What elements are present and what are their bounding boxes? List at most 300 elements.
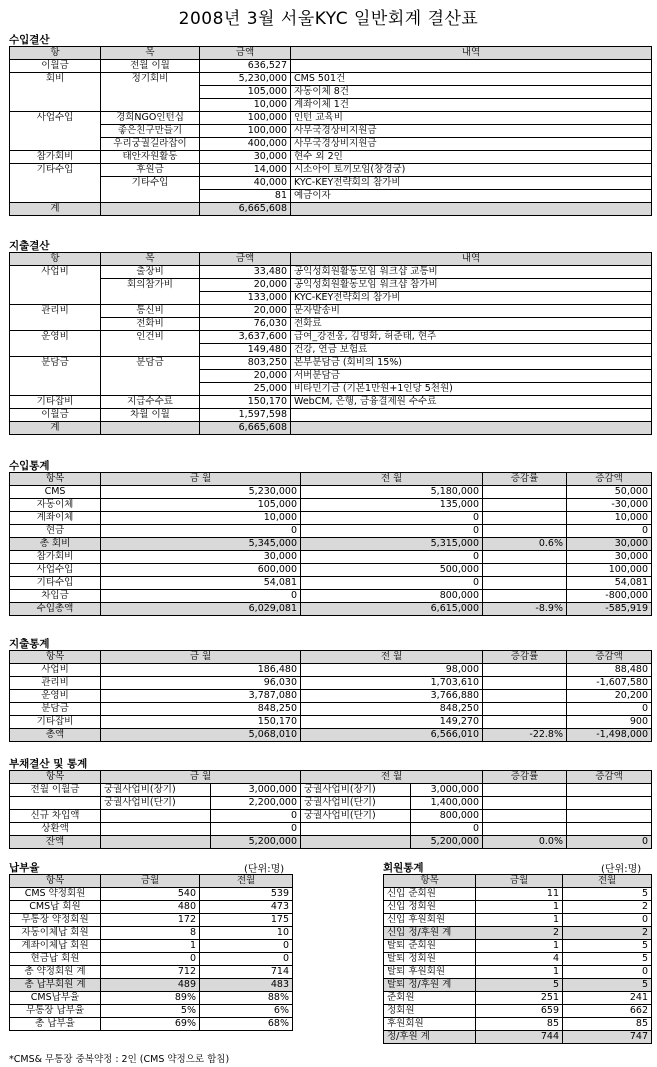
previous-cell: 85	[563, 1018, 652, 1031]
table-row	[10, 577, 652, 590]
table-row	[10, 810, 652, 823]
item-cell: 기타수입	[10, 577, 101, 590]
previous-cell: 539	[200, 888, 293, 901]
item-cell: 신입 정회원	[384, 901, 476, 914]
table-row	[10, 538, 652, 551]
value-cell: 98,000	[301, 664, 483, 677]
value-cell: 149,270	[301, 716, 483, 729]
column-header: 증감액	[567, 651, 652, 664]
table-row	[10, 729, 652, 742]
column-header: 증감액	[567, 771, 652, 784]
table-row	[384, 966, 652, 979]
current-cell: 85	[476, 1018, 563, 1031]
current-cell: 0	[101, 953, 200, 966]
item-cell: 차입금	[10, 590, 101, 603]
table-row	[10, 151, 652, 164]
item-cell: 경희NGO인턴십	[101, 112, 200, 125]
prev-name-cell	[301, 823, 411, 836]
detail-cell: 공익성회원활동모임 워크샵 교통비	[291, 266, 652, 279]
current-cell: 11	[476, 888, 563, 901]
table-row	[384, 979, 652, 992]
value-cell: 6,615,000	[301, 603, 483, 616]
item-cell: 후원회원	[384, 1018, 476, 1031]
debt-section-title: 부채결산 및 통계	[9, 758, 88, 770]
table-row	[10, 703, 652, 716]
previous-cell: 5	[563, 940, 652, 953]
detail-cell: 사무국경상비지원금	[291, 125, 652, 138]
previous-cell: 10	[200, 927, 293, 940]
current-cell: 172	[101, 914, 200, 927]
value-cell: 186,480	[101, 664, 301, 677]
column-header: 증감률	[483, 473, 567, 486]
item-cell	[101, 86, 200, 99]
previous-cell: 68%	[200, 1018, 293, 1031]
income-stats-section-title: 수입통계	[9, 460, 50, 472]
current-name-cell	[101, 836, 211, 849]
previous-cell: 2	[563, 927, 652, 940]
current-cell: 744	[476, 1031, 563, 1044]
column-header: 금액	[200, 253, 291, 266]
item-cell: 통신비	[101, 305, 200, 318]
column-header: 내역	[291, 253, 652, 266]
detail-cell: 문자발송비	[291, 305, 652, 318]
current-cell: 1	[476, 966, 563, 979]
item-cell: CMS 약정회원	[10, 888, 101, 901]
table-row	[384, 914, 652, 927]
value-cell: 20,200	[567, 690, 652, 703]
table-row	[10, 370, 652, 383]
total-row	[10, 203, 652, 216]
amount-cell: 803,250	[200, 357, 291, 370]
amount-cell: 149,480	[200, 344, 291, 357]
amount-cell: 30,000	[200, 151, 291, 164]
item-cell: 전월 이월금	[10, 784, 101, 797]
table-row	[10, 499, 652, 512]
item-cell: 신입 준회원	[384, 888, 476, 901]
amount-cell: 105,000	[200, 86, 291, 99]
value-cell: 54,081	[101, 577, 301, 590]
item-cell: 탈퇴 준회원	[384, 940, 476, 953]
table-row	[10, 112, 652, 125]
previous-cell: 175	[200, 914, 293, 927]
column-header: 항	[10, 253, 101, 266]
table-header-row	[10, 875, 293, 888]
expense-stats-table	[9, 650, 652, 742]
diff-cell	[567, 823, 652, 836]
value-cell: 6,029,081	[101, 603, 301, 616]
table-row	[384, 1005, 652, 1018]
value-cell: 0	[301, 525, 483, 538]
item-cell: 정기회비	[101, 73, 200, 86]
table-row	[10, 953, 293, 966]
rate-cell	[483, 784, 567, 797]
column-header: 전월	[563, 875, 652, 888]
detail-cell: 서버분담금	[291, 370, 652, 383]
detail-cell: 예금이자	[291, 190, 652, 203]
item-cell: 계좌이체납 회원	[10, 940, 101, 953]
previous-cell: 5	[563, 953, 652, 966]
amount-cell: 636,527	[200, 60, 291, 73]
item-cell: 분담금	[101, 357, 200, 370]
column-header: 전월	[200, 875, 293, 888]
rate-cell	[483, 810, 567, 823]
previous-cell: 473	[200, 901, 293, 914]
value-cell: 848,250	[301, 703, 483, 716]
item-cell: 무통장 약정회원	[10, 914, 101, 927]
table-row	[384, 888, 652, 901]
item-cell: 잔액	[10, 836, 101, 849]
current-cell: 69%	[101, 1018, 200, 1031]
value-cell: 5,068,010	[101, 729, 301, 742]
table-row	[10, 551, 652, 564]
detail-cell: 현수 외 2인	[291, 151, 652, 164]
total-item	[101, 422, 200, 435]
amount-cell: 33,480	[200, 266, 291, 279]
table-row	[10, 164, 652, 177]
table-row	[10, 979, 293, 992]
item-cell: 우리궁궐길라잡이	[101, 138, 200, 151]
item-cell: 신규 차입액	[10, 810, 101, 823]
category-cell: 기타수입	[10, 164, 101, 177]
item-cell: 사업수입	[10, 564, 101, 577]
amount-cell: 1,597,598	[200, 409, 291, 422]
column-header: 금월	[101, 875, 200, 888]
value-cell: 100,000	[567, 564, 652, 577]
value-cell	[483, 525, 567, 538]
detail-cell: 건강, 연금 보험료	[291, 344, 652, 357]
value-cell: 96,030	[101, 677, 301, 690]
table-header-row	[10, 651, 652, 664]
members-section-title: 회원통계	[383, 862, 424, 874]
item-cell	[10, 797, 101, 810]
current-cell: 1	[101, 940, 200, 953]
table-row	[10, 292, 652, 305]
previous-cell: 5	[563, 888, 652, 901]
previous-cell: 714	[200, 966, 293, 979]
column-header: 전 월	[301, 473, 483, 486]
previous-cell: 6%	[200, 1005, 293, 1018]
current-cell: 8	[101, 927, 200, 940]
diff-cell	[567, 810, 652, 823]
current-cell: 712	[101, 966, 200, 979]
current-cell: 540	[101, 888, 200, 901]
amount-cell: 5,230,000	[200, 73, 291, 86]
amount-cell: 76,030	[200, 318, 291, 331]
amount-cell: 20,000	[200, 279, 291, 292]
category-cell	[10, 177, 101, 190]
table-row	[10, 1018, 293, 1031]
table-row	[10, 901, 293, 914]
item-cell: 기타수입	[101, 177, 200, 190]
current-cell: 5%	[101, 1005, 200, 1018]
value-cell: 0	[101, 590, 301, 603]
total-detail	[291, 422, 652, 435]
value-cell	[483, 551, 567, 564]
value-cell: -8.9%	[483, 603, 567, 616]
members-table	[383, 874, 652, 1044]
value-cell: 5,345,000	[101, 538, 301, 551]
category-cell: 이월금	[10, 60, 101, 73]
value-cell: 3,787,080	[101, 690, 301, 703]
item-cell: 총 납부율	[10, 1018, 101, 1031]
value-cell: -1,498,000	[567, 729, 652, 742]
table-row	[10, 888, 293, 901]
category-cell	[10, 99, 101, 112]
category-cell: 사업수입	[10, 112, 101, 125]
category-cell	[10, 292, 101, 305]
detail-cell: 시소아이 토끼모임(창경궁)	[291, 164, 652, 177]
value-cell: 848,250	[101, 703, 301, 716]
payment-unit: (단위:명)	[244, 864, 285, 875]
current-name-cell	[101, 823, 211, 836]
prev-amount-cell: 3,000,000	[411, 784, 483, 797]
current-cell: 1	[476, 914, 563, 927]
current-cell: 5	[476, 979, 563, 992]
column-header: 내역	[291, 47, 652, 60]
category-cell: 회비	[10, 73, 101, 86]
expense-section-title: 지출결산	[9, 240, 50, 252]
table-row	[10, 1005, 293, 1018]
table-row	[10, 357, 652, 370]
item-cell: 신입 후원회원	[384, 914, 476, 927]
current-amount-cell: 5,200,000	[211, 836, 301, 849]
value-cell	[483, 664, 567, 677]
item-cell: 정회원	[384, 1005, 476, 1018]
table-row	[10, 512, 652, 525]
total-amount: 6,665,608	[200, 422, 291, 435]
diff-cell	[567, 797, 652, 810]
table-row	[10, 60, 652, 73]
column-header: 금월	[476, 875, 563, 888]
table-row	[10, 331, 652, 344]
previous-cell: 0	[200, 940, 293, 953]
detail-cell: 공익성회원활동모임 워크샵 참가비	[291, 279, 652, 292]
detail-cell: 전화료	[291, 318, 652, 331]
item-cell: 전월 이월	[101, 60, 200, 73]
value-cell: 50,000	[567, 486, 652, 499]
amount-cell: 150,170	[200, 396, 291, 409]
table-row	[10, 716, 652, 729]
item-cell: 총 납부회원 계	[10, 979, 101, 992]
category-cell	[10, 318, 101, 331]
category-cell: 참가회비	[10, 151, 101, 164]
table-row	[10, 966, 293, 979]
item-cell: 총 회비	[10, 538, 101, 551]
item-cell: 전화비	[101, 318, 200, 331]
previous-cell: 483	[200, 979, 293, 992]
item-cell	[101, 344, 200, 357]
item-cell: 정/후원 계	[384, 1031, 476, 1044]
detail-cell: 자동이체 8건	[291, 86, 652, 99]
value-cell: 0	[301, 551, 483, 564]
members-unit: (단위:명)	[601, 864, 642, 875]
table-row	[384, 1031, 652, 1044]
item-cell: 준회원	[384, 992, 476, 1005]
table-row	[10, 823, 652, 836]
item-cell: 탈퇴 정회원	[384, 953, 476, 966]
table-row	[10, 266, 652, 279]
value-cell: -800,000	[567, 590, 652, 603]
amount-cell: 40,000	[200, 177, 291, 190]
category-cell	[10, 383, 101, 396]
total-label: 계	[10, 203, 101, 216]
amount-cell: 100,000	[200, 125, 291, 138]
column-header: 금액	[200, 47, 291, 60]
table-row	[10, 992, 293, 1005]
table-row	[10, 797, 652, 810]
item-cell: 태안자원활동	[101, 151, 200, 164]
value-cell: 0	[567, 525, 652, 538]
value-cell: 10,000	[567, 512, 652, 525]
table-row	[10, 383, 652, 396]
category-cell: 사업비	[10, 266, 101, 279]
prev-amount-cell: 800,000	[411, 810, 483, 823]
table-row	[384, 992, 652, 1005]
income-table	[9, 46, 652, 216]
item-cell: 총액	[10, 729, 101, 742]
current-amount-cell: 3,000,000	[211, 784, 301, 797]
table-row	[10, 409, 652, 422]
value-cell: -22.8%	[483, 729, 567, 742]
value-cell: 105,000	[101, 499, 301, 512]
column-header: 금 월	[101, 473, 301, 486]
value-cell: 5,180,000	[301, 486, 483, 499]
item-cell	[101, 99, 200, 112]
table-row	[10, 99, 652, 112]
column-header: 항목	[384, 875, 476, 888]
amount-cell: 25,000	[200, 383, 291, 396]
value-cell	[483, 677, 567, 690]
previous-cell: 0	[563, 966, 652, 979]
value-cell: 500,000	[301, 564, 483, 577]
item-cell: 무통장 납부율	[10, 1005, 101, 1018]
item-cell: 탈퇴 후원회원	[384, 966, 476, 979]
value-cell: 1,703,610	[301, 677, 483, 690]
current-name-cell: 궁궐사업비(단기)	[101, 797, 211, 810]
value-cell: -1,607,580	[567, 677, 652, 690]
table-row	[10, 396, 652, 409]
item-cell: 참가회비	[10, 551, 101, 564]
table-row	[10, 525, 652, 538]
item-cell	[101, 370, 200, 383]
item-cell: 현금납 회원	[10, 953, 101, 966]
current-amount-cell: 0	[211, 810, 301, 823]
detail-cell: 급여_강전웅, 김명화, 허준태, 현주	[291, 331, 652, 344]
table-row	[384, 940, 652, 953]
detail-cell	[291, 409, 652, 422]
category-cell	[10, 190, 101, 203]
previous-cell: 0	[563, 914, 652, 927]
item-cell: 지급수수료	[101, 396, 200, 409]
table-row	[10, 664, 652, 677]
value-cell	[483, 690, 567, 703]
prev-name-cell: 궁궐사업비(단기)	[301, 810, 411, 823]
table-row	[10, 590, 652, 603]
value-cell: 0	[301, 577, 483, 590]
prev-name-cell	[301, 836, 411, 849]
diff-cell: 0	[567, 836, 652, 849]
item-cell: 출장비	[101, 266, 200, 279]
current-cell: 4	[476, 953, 563, 966]
category-cell: 운영비	[10, 331, 101, 344]
column-header: 목	[101, 253, 200, 266]
value-cell: 6,566,010	[301, 729, 483, 742]
income-stats-table	[9, 472, 652, 616]
payment-note: *CMS& 무통장 중복약정 : 2인 (CMS 약정으로 합침)	[9, 1054, 230, 1065]
column-header: 금 월	[101, 651, 301, 664]
value-cell: 0	[301, 512, 483, 525]
table-row	[384, 927, 652, 940]
column-header: 전 월	[301, 651, 483, 664]
category-cell	[10, 279, 101, 292]
table-row	[10, 305, 652, 318]
table-row	[10, 690, 652, 703]
column-header: 항목	[10, 771, 101, 784]
detail-cell: 계좌이체 1건	[291, 99, 652, 112]
item-cell: 인건비	[101, 331, 200, 344]
value-cell: 30,000	[101, 551, 301, 564]
value-cell: 150,170	[101, 716, 301, 729]
current-cell: 659	[476, 1005, 563, 1018]
value-cell: 30,000	[567, 538, 652, 551]
value-cell	[483, 486, 567, 499]
column-header: 증감률	[483, 771, 567, 784]
item-cell: 관리비	[10, 677, 101, 690]
current-cell: 89%	[101, 992, 200, 1005]
value-cell: 0	[567, 703, 652, 716]
table-row	[10, 86, 652, 99]
expense-stats-section-title: 지출통계	[9, 638, 50, 650]
rate-cell	[483, 797, 567, 810]
amount-cell: 81	[200, 190, 291, 203]
detail-cell: 본부분담금 (회비의 15%)	[291, 357, 652, 370]
current-cell: 2	[476, 927, 563, 940]
payment-table	[9, 874, 293, 1031]
prev-amount-cell: 1,400,000	[411, 797, 483, 810]
value-cell: 900	[567, 716, 652, 729]
rate-cell	[483, 823, 567, 836]
item-cell: 탈퇴 정/후원 계	[384, 979, 476, 992]
item-cell: 총 약정회원 계	[10, 966, 101, 979]
table-row	[10, 279, 652, 292]
previous-cell: 747	[563, 1031, 652, 1044]
current-name-cell: 궁궐사업비(장기)	[101, 784, 211, 797]
value-cell: 800,000	[301, 590, 483, 603]
item-cell: 계좌이체	[10, 512, 101, 525]
item-cell: 기타잡비	[10, 716, 101, 729]
amount-cell: 20,000	[200, 305, 291, 318]
current-name-cell	[101, 810, 211, 823]
value-cell: 135,000	[301, 499, 483, 512]
item-cell	[101, 190, 200, 203]
item-cell: 자동이체납 회원	[10, 927, 101, 940]
category-cell	[10, 138, 101, 151]
current-amount-cell: 2,200,000	[211, 797, 301, 810]
value-cell: 5,315,000	[301, 538, 483, 551]
value-cell	[483, 590, 567, 603]
amount-cell: 10,000	[200, 99, 291, 112]
item-cell: 분담금	[10, 703, 101, 716]
item-cell: 상환액	[10, 823, 101, 836]
table-row	[10, 486, 652, 499]
current-cell: 489	[101, 979, 200, 992]
table-row	[10, 603, 652, 616]
table-row	[384, 1018, 652, 1031]
total-label: 계	[10, 422, 101, 435]
category-cell	[10, 344, 101, 357]
expense-table	[9, 252, 652, 435]
detail-cell	[291, 60, 652, 73]
